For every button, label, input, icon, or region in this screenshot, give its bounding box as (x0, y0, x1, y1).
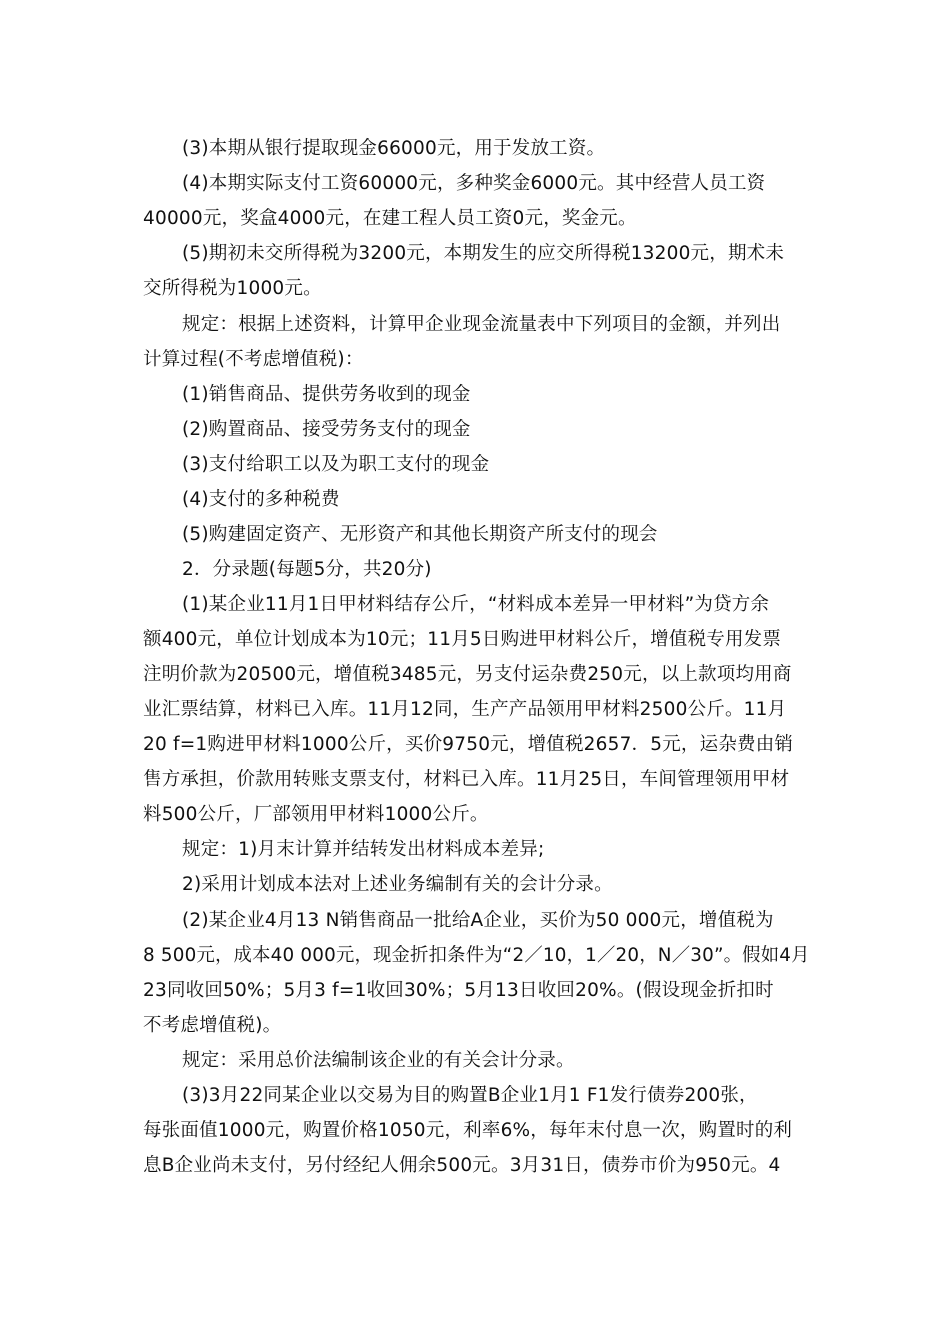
text-line: 40000元，奖盒4000元，在建工程人员工资0元，奖金元。 (143, 208, 637, 229)
text-line: 不考虑增值税)。 (143, 1015, 282, 1036)
text-line: 售方承担，价款用转账支票支付，材料已入库。11月25日，车间管理领用甲材 (143, 769, 790, 790)
text-line: 8 500元，成本40 000元，现金折扣条件为“2／10，1／20，N／30”。假如4月 (143, 945, 810, 966)
text-line: (5)购建固定资产、无形资产和其他长期资产所支付的现会 (182, 524, 658, 545)
text-line: (3)支付给职工以及为职工支付的现金 (182, 454, 490, 475)
text-line: (1)某企业11月1日甲材料结存公斤，“材料成本差异一甲材料”为贷方余 (182, 594, 770, 615)
text-line: 每张面值1000元，购置价格1050元，利率6%，每年末付息一次，购置时的利 (143, 1120, 793, 1141)
text-line: 规定：采用总价法编制该企业的有关会计分录。 (182, 1050, 575, 1071)
text-line: 料500公斤，厂部领用甲材料1000公斤。 (143, 804, 489, 825)
text-line: (3)3月22同某企业以交易为目的购置B企业1月1 F1发行债券200张， (182, 1085, 758, 1106)
section-heading: 2．分录题(每题5分，共20分) (182, 559, 432, 580)
text-line: 额400元，单位计划成本为10元；11月5日购进甲材料公斤，增值税专用发票 (143, 629, 782, 650)
text-line: (2)某企业4月13 N销售商品一批给A企业，买价为50 000元，增值税为 (182, 910, 774, 931)
text-line: 23同收回50%；5月3 f=1收回30%；5月13日收回20%。(假设现金折扣时 (143, 980, 774, 1001)
text-line: 交所得税为1000元。 (143, 278, 322, 299)
text-line: 业汇票结算，材料已入库。11月12同，生产产品领用甲材料2500公斤。11月 (143, 699, 787, 720)
text-line: 2)采用计划成本法对上述业务编制有关的会计分录。 (182, 874, 613, 895)
text-line: (5)期初未交所得税为3200元，本期发生的应交所得税13200元，期术未 (182, 243, 785, 264)
text-line: 规定：1)月末计算并结转发出材料成本差异; (182, 839, 545, 860)
text-line: 计算过程(不考虑增值税)： (143, 349, 364, 370)
text-line: 息B企业尚未支付，另付经纪人佣余500元。3月31日，债券市价为950元。4 (143, 1155, 781, 1176)
text-line: (1)销售商品、提供劳务收到的现金 (182, 384, 471, 405)
text-line: (2)购置商品、接受劳务支付的现金 (182, 419, 471, 440)
text-line: 注明价款为20500元，增值税3485元，另支付运杂费250元，以上款项均用商 (143, 664, 792, 685)
text-line: (4)本期实际支付工资60000元，多种奖金6000元。其中经营人员工资 (182, 173, 766, 194)
text-line: 规定：根据上述资料，计算甲企业现金流量表中下列项目的金额，并列出 (182, 314, 781, 335)
text-line: (4)支付的多种税费 (182, 489, 340, 510)
text-line: (3)本期从银行提取现金66000元，用于发放工资。 (182, 138, 606, 159)
text-line: 20 f=1购进甲材料1000公斤，买价9750元，增值税2657．5元，运杂费由销 (143, 734, 794, 755)
